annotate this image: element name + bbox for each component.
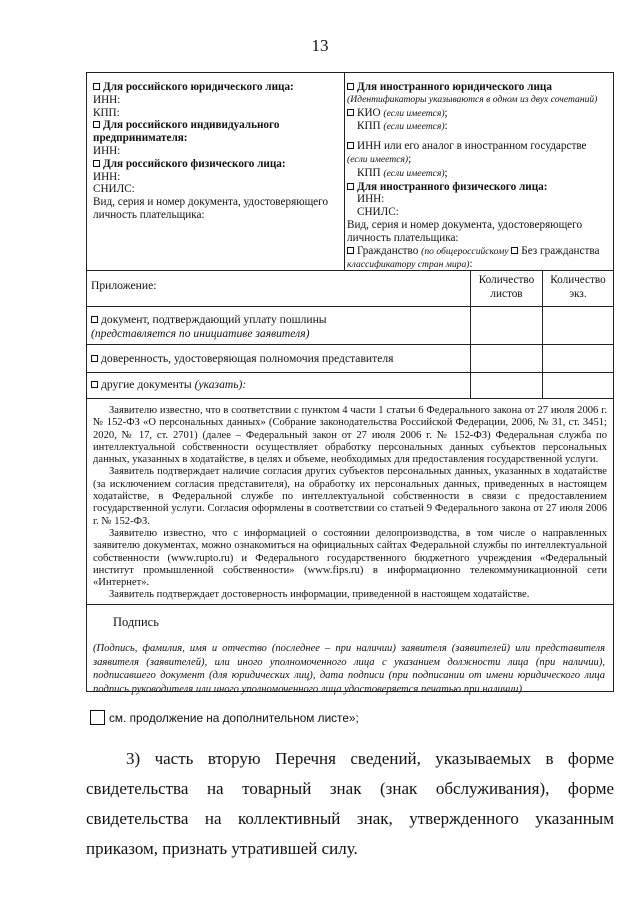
appendix-header-row [87, 271, 613, 307]
kio-note: (если имеется) [383, 107, 445, 119]
label-snils: СНИЛС: [357, 206, 399, 219]
appendix-item-note: (представляется по инициативе заявителя) [91, 326, 310, 340]
checkbox-other-documents[interactable] [91, 381, 98, 388]
appendix-item-note: (указать): [194, 378, 247, 391]
label-inn-foreign: ИНН или его аналог в иностранном государстве [357, 140, 587, 153]
checkbox-kio[interactable] [347, 109, 354, 116]
checkbox-russian-physical[interactable] [93, 160, 100, 167]
consent-paragraph: Заявителю известно, что с информацией о состоянии делопроизводства, в том числе о направленных заявителю документах, можно ознакомиться на официальных сайтах Федеральной службы по интеллектуальной собственности (www.rupto.ru) и Федерального государственного бюджетного учреждения «Федеральный институт промышленной собственности» (www.fips.ru) в информационно телекоммуникационной сети «Интернет». [93, 527, 607, 589]
label-identity-document: Вид, серия и номер документа, удостоверяющего личность плательщика: [347, 218, 583, 244]
checkbox-foreign-physical[interactable] [347, 183, 354, 190]
copies-cell[interactable] [543, 307, 613, 344]
kpp-note: (если имеется) [383, 167, 445, 179]
label-snils: СНИЛС: [93, 183, 135, 196]
checkbox-inn-foreign[interactable] [347, 142, 354, 149]
sheets-cell[interactable] [471, 373, 543, 398]
label-identity-document: Вид, серия и номер документа, удостоверяющего личность плательщика: [93, 196, 329, 221]
checkbox-russian-legal[interactable] [93, 83, 100, 90]
label-kpp: КПП [357, 120, 381, 133]
consent-paragraph: Заявителю известно, что в соответствии с пунктом 4 части 1 статьи 6 Федерального закона от 27 июля 2006 г. № 152-ФЗ «О персональных данных» (Собрание законодательства Российской Федерации, 2006, № 31, ст. 3451; 2020, № 17, ст. 2701) (далее – Федеральный закон от 27 июля 2006 г. № 152-ФЗ) Федеральная служба по интеллектуальной собственности осуществляет обработку персональных данных субъектов персональных данных, указанных в ходатайстве, в целях и объеме, необходимых для предоставления государственной услуги. [93, 405, 607, 466]
checkbox-russian-ie[interactable] [93, 121, 100, 128]
checkbox-power-of-attorney[interactable] [91, 355, 98, 362]
checkbox-foreign-legal[interactable] [347, 83, 354, 90]
punct: ; [444, 166, 448, 179]
order-text [86, 744, 614, 864]
label-russian-physical: Для российского физического лица: [103, 157, 286, 170]
label-inn: ИНН: [93, 93, 121, 106]
signature-title: Подпись [113, 615, 159, 629]
payer-foreign-column [345, 73, 613, 270]
checkbox-fee-document[interactable] [91, 316, 98, 323]
appendix-row [87, 307, 613, 345]
copies-cell[interactable] [543, 373, 613, 398]
appendix-item-label: документ, подтверждающий уплату пошлины [101, 313, 327, 326]
col-sheets-header: Количество листов [471, 271, 543, 306]
checkbox-stateless[interactable] [511, 247, 518, 254]
label-russian-ie: Для российского индивидуального предпринимателя: [93, 119, 280, 145]
appendix-row [87, 345, 613, 373]
label-foreign-physical: Для иностранного физического лица: [357, 180, 548, 193]
label-citizenship: Гражданство [357, 244, 419, 257]
label-russian-legal: Для российского юридического лица: [103, 81, 294, 93]
appendix-row [87, 373, 613, 399]
payer-section [87, 73, 613, 271]
sheets-cell[interactable] [471, 307, 543, 344]
punct: ; [408, 152, 412, 165]
appendix-item-label: доверенность, удостоверяющая полномочия представителя [101, 352, 394, 365]
appendix-item-label: другие документы [101, 378, 192, 391]
checkbox-continuation[interactable] [90, 710, 105, 725]
consent-section [87, 399, 613, 605]
sheets-cell[interactable] [471, 345, 543, 372]
kpp-note: (если имеется) [383, 121, 445, 133]
label-kio: КИО [357, 106, 381, 119]
continuation-line [90, 710, 359, 725]
petition-form [86, 72, 614, 695]
citizenship-note: (по общероссийскому [421, 245, 509, 257]
identifiers-note: (Идентификаторы указываются в одном из двух сочетаний) [347, 93, 598, 105]
punct: : [444, 120, 448, 133]
classifier-note: классификатору стран мира) [347, 259, 470, 271]
copies-cell[interactable] [543, 345, 613, 372]
punct: : [469, 258, 473, 271]
body-paragraph: 3) часть вторую Перечня сведений, указываемых в форме свидетельства на товарный знак (знак обслуживания), форме свидетельства на коллективный знак, утвержденного указанным приказом, признать утратившей силу. [86, 749, 614, 858]
inn-foreign-note: (если имеется) [347, 153, 409, 165]
label-foreign-legal: Для иностранного юридического лица [357, 81, 552, 93]
label-inn: ИНН: [93, 170, 121, 183]
consent-paragraph: Заявитель подтверждает наличие согласия других субъектов персональных данных, указанных в ходатайстве (за исключением согласия представителя), на обработку их персональных данных, приведенных в настоящем ходатайстве, в Федеральной службе по интеллектуальной собственности в связи с предоставлением государственной услуги. Согласия оформлены в соответствии со статьей 9 Федерального закона от 27 июля 2006 г. № 152-ФЗ. [93, 466, 607, 527]
label-inn: ИНН: [93, 144, 121, 157]
signature-section [87, 605, 613, 695]
label-stateless: Без гражданства [521, 244, 600, 257]
punct: ; [444, 106, 448, 119]
consent-paragraph: Заявитель подтверждает достоверность информации, приведенной в настоящем ходатайстве. [109, 589, 530, 601]
label-kpp: КПП [357, 166, 381, 179]
page-number: 13 [311, 36, 329, 55]
col-copies-header: Количество экз. [550, 274, 606, 300]
label-inn: ИНН: [357, 193, 385, 206]
appendix-header: Приложение: [87, 271, 471, 306]
checkbox-citizenship[interactable] [347, 247, 354, 254]
label-kpp: КПП: [93, 106, 120, 119]
continuation-label: см. продолжение на дополнительном листе»; [109, 710, 359, 725]
signature-note: (Подпись, фамилия, имя и отчество (последнее – при наличии) заявителя (заявителей) или представителя заявителя (заявителей), или иного уполномоченного лица с указанием должности лица (при наличии), подписавшего документ (для юридических лиц), дата подписи (при подписании от имени юридического лица подпись руководителя или иного уполномоченного лица удостоверяется печатью при наличии) [93, 643, 605, 695]
payer-russian-column [87, 73, 345, 270]
